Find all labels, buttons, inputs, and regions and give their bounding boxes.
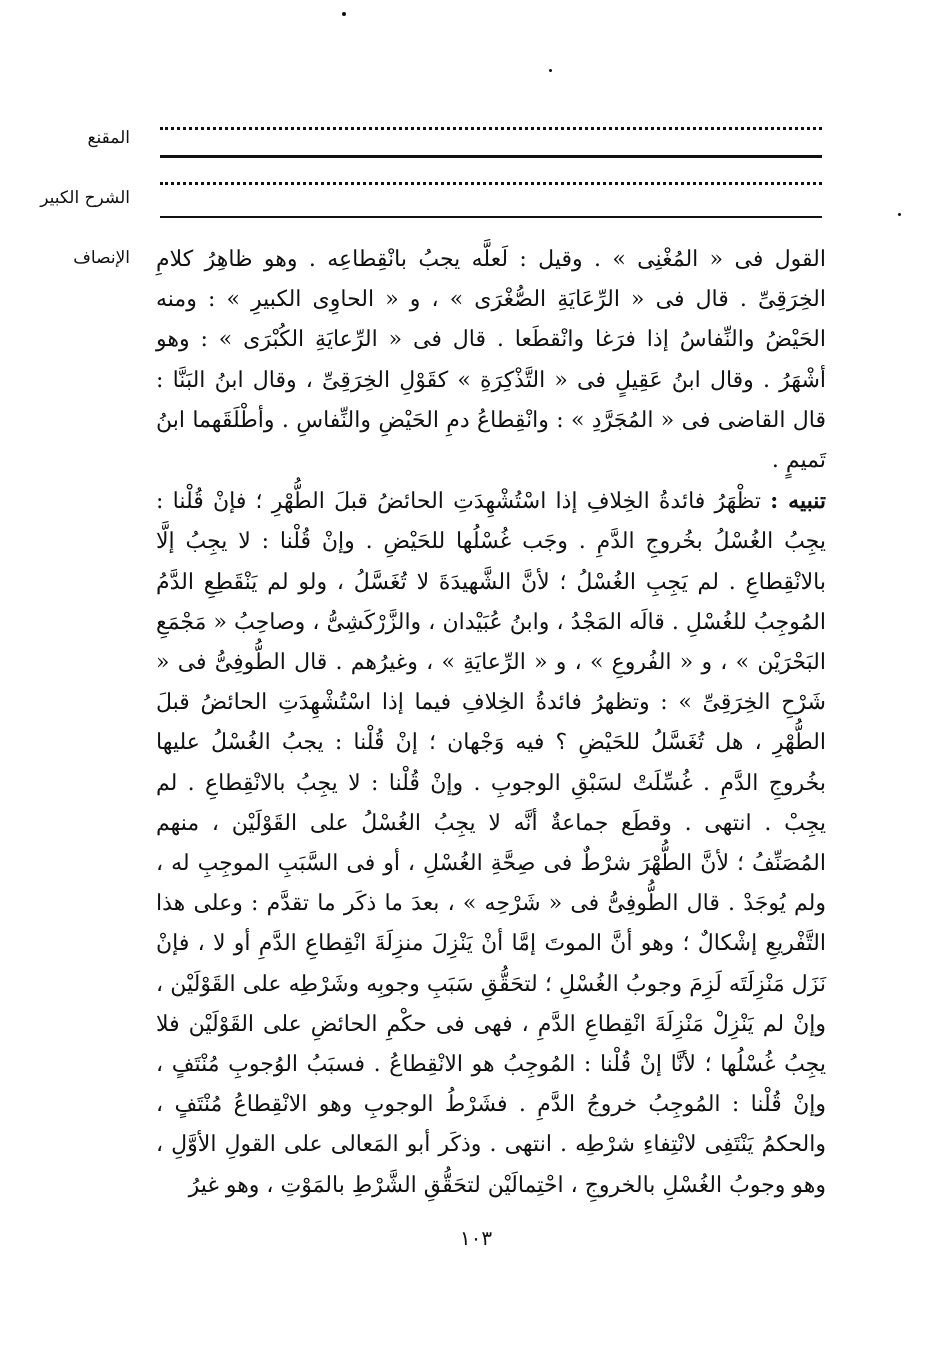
section-label-insaf: الإنصاف (73, 248, 130, 268)
scan-speck (549, 69, 552, 72)
sharh-kabir-divider-rule (160, 216, 822, 218)
paragraph-2 (156, 481, 826, 1206)
scan-speck (898, 213, 901, 216)
tanbih-label: تنبيه : (770, 488, 826, 515)
muqni-divider-rule (160, 155, 822, 158)
section-label-sharh-kabir: الشرح الكبير (40, 188, 130, 208)
section-label-muqni: المقنع (87, 128, 130, 148)
paragraph-1: القول فى « المُغْنِى » . وقيل : لَعلَّه يجبُ بانْقِطاعِه . وهو ظاهِرُ كلامِ الخِرَقِىِّ . قال فى « الرِّعَايَةِ الصُّغْرَى » ، و « الحاوِى الكبيرِ » : ومنه الحَيْضُ والنِّفاسُ إذا فرَغا وانْقطَعا . قال فى « الرِّعايَةِ الكُبْرَى » : وهو أشْهَرُ . وقال ابنُ عَقِيلٍ فى « التَّذْكِرَةِ » كقَوْلِ الخِرَقِىِّ ، وقال ابنُ البَنَّا : قال القاضى فى « المُجَرَّدِ » : وانْقِطاعُ دمِ الحَيْضِ والنِّفاسِ . وأطْلَقَهما ابنُ تَميمٍ . (156, 247, 826, 474)
page-number: ١٠٣ (459, 1226, 493, 1250)
insaf-text (156, 240, 826, 1206)
muqni-dotted-rule (160, 127, 822, 130)
scan-speck (342, 12, 346, 16)
paragraph-2-text: تظْهَرُ فائدةُ الخِلافِ إذا اسْتُشْهِدَتِ الحائضُ قبلَ الطُّهْرِ ؛ فإنْ قُلْنا : يجِبُ الغُسْلُ بخُروجِ الدَّمِ . وجَب غُسْلُها للحَيْضِ . وإنْ قُلْنا : لا يجِبُ إلَّا بالانْقِطاعِ . لم يَجِبِ الغُسْلُ ؛ لأنَّ الشَّهيدَةَ لا تُغَسَّلُ ، ولو لم يَنْقَطِعِ الدَّمُ المُوجِبُ للغُسْلِ . قالَه المَجْدُ ، وابنُ عُبَيْدان ، والزَّرْكَشِىُّ ، وصاحِبُ « مَجْمَعِ البَحْرَيْن » ، و « الفُروعِ » ، و « الرِّعايَةِ » ، وغيرُهم . قال الطُّوفِىُّ فى « شَرْحِ الخِرَقِىِّ » : وتظهرُ فائدةُ الخِلافِ فيما إذا اسْتُشْهِدَتِ الحائضُ قبلَ الطُّهْرِ ، هل تُغَسَّلُ للحَيْضِ ؟ فيه وَجْهان ؛ إنْ قُلْنا : يجبُ الغُسْلُ عليها بخُروجِ الدَّمِ . غُسِّلَتْ لسَبْقِ الوجوبِ . وإنْ قُلْنا : لا يجِبُ بالانْقِطاعِ . لم يجِبْ . انتهى . وقطَع جماعةٌ أنَّه لا يجِبُ الغُسْلُ على القَوْلَيْن ، منهم المُصَنِّفُ ؛ لأنَّ الطُّهْرَ شرْطٌ فى صِحَّةِ الغُسْلِ ، أو فى السَّبَبِ الموجِبِ له ، ولم يُوجَدْ . قال الطُّوفِىُّ فى « شَرْحِه » ، بعدَ ما ذكَر ما تقدَّم : وعلى هذا التَّفْريعِ إشْكالٌ ؛ وهو أنَّ الموتَ إمَّا أنْ يَنْزِلَ منزِلَةَ انْقِطاعِ الدَّمِ أو لا ، فإنْ نَزَل مَنْزِلَتَه لَزِمَ وجوبُ الغُسْلِ ؛ لتحَقُّقِ سَبَبِ وجوبِه وشَرْطِه على القَوْلَيْن ، وإنْ لم يَنْزِلْ مَنْزِلَةَ انْقِطاعِ الدَّمِ ، فهى فى حكْمِ الحائضِ على القَوْلَيْن فلا يجِبُ غُسْلُها ؛ لأنَّا إنْ قُلْنا : المُوجِبُ هو الانْقِطاعُ . فسبَبُ الوُجوبِ مُنْتَفٍ ، وإنْ قُلْنا : المُوجِبُ خروجُ الدَّمِ . فشَرْطُ الوجوبِ وهو الانْقِطاعُ مُنْتَفٍ ، والحكمُ يَنْتَفِى لانْتِفاءِ شرْطِه . انتهى . وذكَر أبو المَعالى على القولِ الأوَّلِ ، وهو وجوبُ الغُسْلِ بالخروجِ ، احْتِمالَيْن لتحَقُّقِ الشَّرْطِ بالمَوْتِ ، وهو غيرُ (156, 489, 826, 1198)
sharh-kabir-dotted-rule (160, 182, 822, 185)
